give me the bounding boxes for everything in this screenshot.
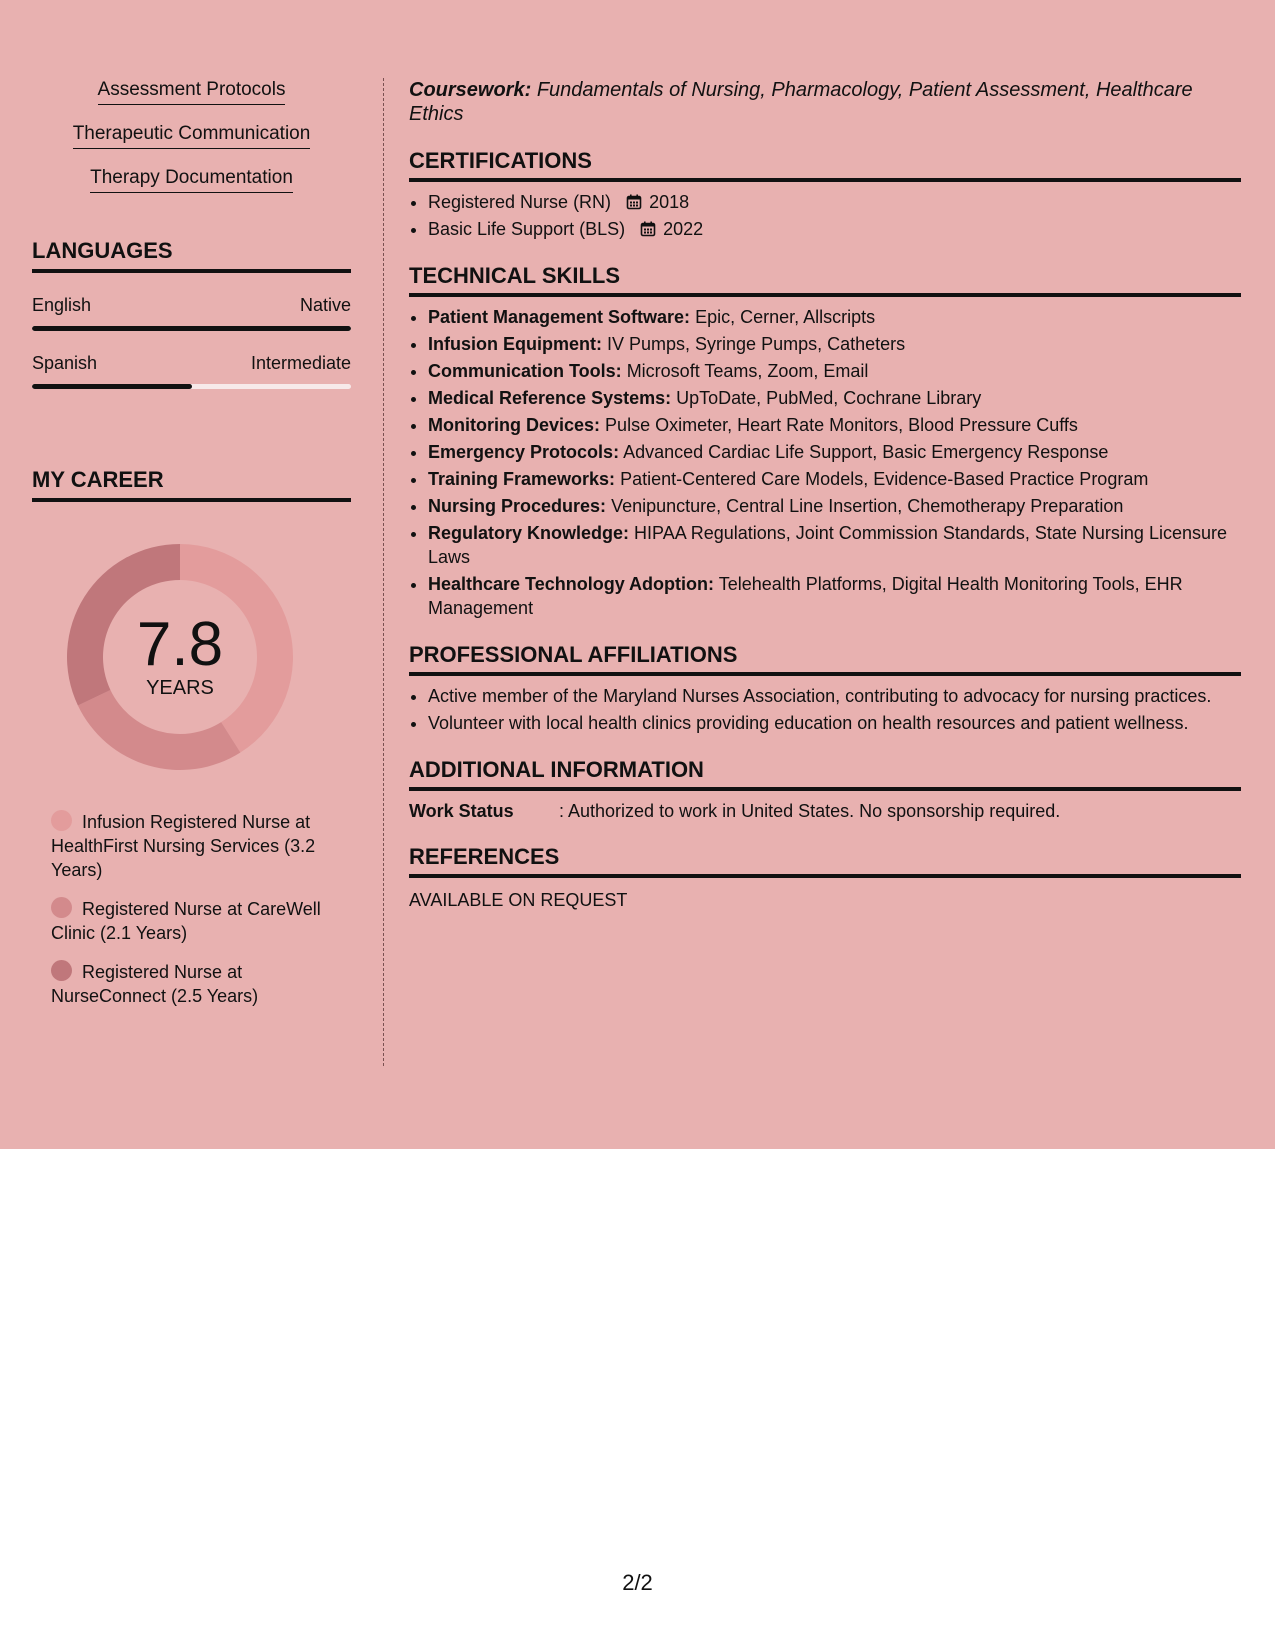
certification-name: Registered Nurse (RN) (428, 192, 612, 212)
technical-skill-item (428, 359, 1241, 383)
coursework-label: Coursework: (409, 79, 532, 101)
skill-value: IV Pumps, Syringe Pumps, Catheters (607, 334, 906, 354)
skill-label: Training Frameworks: (428, 469, 616, 489)
certification-name: Basic Life Support (BLS) (428, 219, 626, 239)
skill-value: Pulse Oximeter, Heart Rate Monitors, Blood Pressure Cuffs (605, 415, 1078, 435)
career-legend-item (51, 810, 351, 882)
calendar-icon (626, 194, 642, 210)
legend-label: Registered Nurse at CareWell Clinic (2.1 Years) (51, 899, 321, 943)
calendar-icon (640, 221, 656, 237)
work-status-value: : Authorized to work in United States. No sponsorship required. (559, 801, 1061, 821)
sidebar (32, 78, 351, 1023)
certification-year: 2018 (649, 192, 690, 212)
skill-tags (32, 78, 351, 210)
affiliations-list (409, 684, 1241, 735)
affiliation-item: • Volunteer with local health clinics providing education on health resources and patient wellness. (428, 711, 1241, 735)
skill-label: Communication Tools: (428, 361, 622, 381)
skill-value: Advanced Cardiac Life Support, Basic Emergency Response (623, 442, 1109, 462)
career-total-number: 7.8 (136, 610, 224, 679)
technical-skills-list (409, 305, 1241, 620)
legend-label: Registered Nurse at NurseConnect (2.5 Years) (51, 962, 259, 1006)
career-total-unit: YEARS (146, 677, 214, 699)
certification-item (428, 217, 1241, 241)
coursework (409, 78, 1241, 126)
certification-item (428, 190, 1241, 214)
technical-skill-item (428, 305, 1241, 329)
language-level: Native (299, 295, 351, 315)
references-text: AVAILABLE ON REQUEST (409, 890, 628, 910)
references-heading: REFERENCES (409, 844, 1241, 878)
technical-skill-item (428, 332, 1241, 356)
career-donut-chart (65, 542, 295, 772)
legend-dot (51, 810, 72, 831)
skill-value: Telehealth Platforms, Digital Health Monitoring Tools, EHR Management (428, 574, 1183, 618)
skill-label: Monitoring Devices: (428, 415, 601, 435)
technical-skill-item (428, 467, 1241, 491)
technical-skills-heading: TECHNICAL SKILLS (409, 263, 1241, 297)
language-proficiency-fill (32, 384, 192, 389)
skill-label: Patient Management Software: (428, 307, 691, 327)
technical-skill-item (428, 386, 1241, 410)
language-level: Intermediate (250, 353, 351, 373)
language-proficiency-bar (32, 326, 351, 331)
legend-dot (51, 960, 72, 981)
skill-value: Venipuncture, Central Line Insertion, Chemotherapy Preparation (611, 496, 1124, 516)
career-heading: MY CAREER (32, 467, 351, 502)
skill-tag: Assessment Protocols (98, 78, 286, 105)
career-total (65, 542, 295, 772)
career-legend-item (51, 960, 351, 1008)
work-status-key: Work Status (409, 801, 514, 821)
language-name: English (32, 295, 92, 315)
main-content (409, 78, 1241, 911)
skill-value: Epic, Cerner, Allscripts (695, 307, 876, 327)
affiliation-item: • Active member of the Maryland Nurses Association, contributing to advocacy for nursing practices. (428, 684, 1241, 708)
language-proficiency-bar (32, 384, 351, 389)
skill-value: Patient-Centered Care Models, Evidence-Based Practice Program (620, 469, 1149, 489)
skill-tag: Therapy Documentation (90, 166, 293, 193)
page-number: 2/2 (622, 1570, 653, 1595)
skill-value: Microsoft Teams, Zoom, Email (626, 361, 869, 381)
technical-skill-item (428, 521, 1241, 569)
language-spanish (32, 353, 351, 389)
column-divider (383, 78, 384, 1066)
skill-value: UpToDate, PubMed, Cochrane Library (676, 388, 982, 408)
skill-label: Emergency Protocols: (428, 442, 620, 462)
certifications-heading: CERTIFICATIONS (409, 148, 1241, 182)
skill-label: Healthcare Technology Adoption: (428, 574, 715, 594)
skill-label: Regulatory Knowledge: (428, 523, 630, 543)
skill-label: Infusion Equipment: (428, 334, 602, 354)
work-status-row (409, 801, 1241, 822)
legend-dot (51, 897, 72, 918)
certifications-list (409, 190, 1241, 241)
technical-skill-item (428, 440, 1241, 464)
coursework-text: Fundamentals of Nursing, Pharmacology, Patient Assessment, Healthcare Ethics (409, 79, 1193, 125)
language-name: Spanish (32, 353, 98, 373)
technical-skill-item (428, 572, 1241, 620)
technical-skill-item (428, 413, 1241, 437)
career-legend-item (51, 897, 351, 945)
skill-value: HIPAA Regulations, Joint Commission Standards, State Nursing Licensure Laws (428, 523, 1227, 567)
affiliations-heading: PROFESSIONAL AFFILIATIONS (409, 642, 1241, 676)
skill-tag: Therapeutic Communication (73, 122, 311, 149)
career-legend (32, 810, 351, 1008)
additional-info-heading: ADDITIONAL INFORMATION (409, 757, 1241, 791)
skill-label: Medical Reference Systems: (428, 388, 672, 408)
languages-heading: LANGUAGES (32, 238, 351, 273)
language-english (32, 295, 351, 331)
legend-label: Infusion Registered Nurse at HealthFirst Nursing Services (3.2 Years) (51, 812, 316, 880)
language-proficiency-fill (32, 326, 351, 331)
technical-skill-item (428, 494, 1241, 518)
certification-year: 2022 (663, 219, 704, 239)
skill-label: Nursing Procedures: (428, 496, 607, 516)
